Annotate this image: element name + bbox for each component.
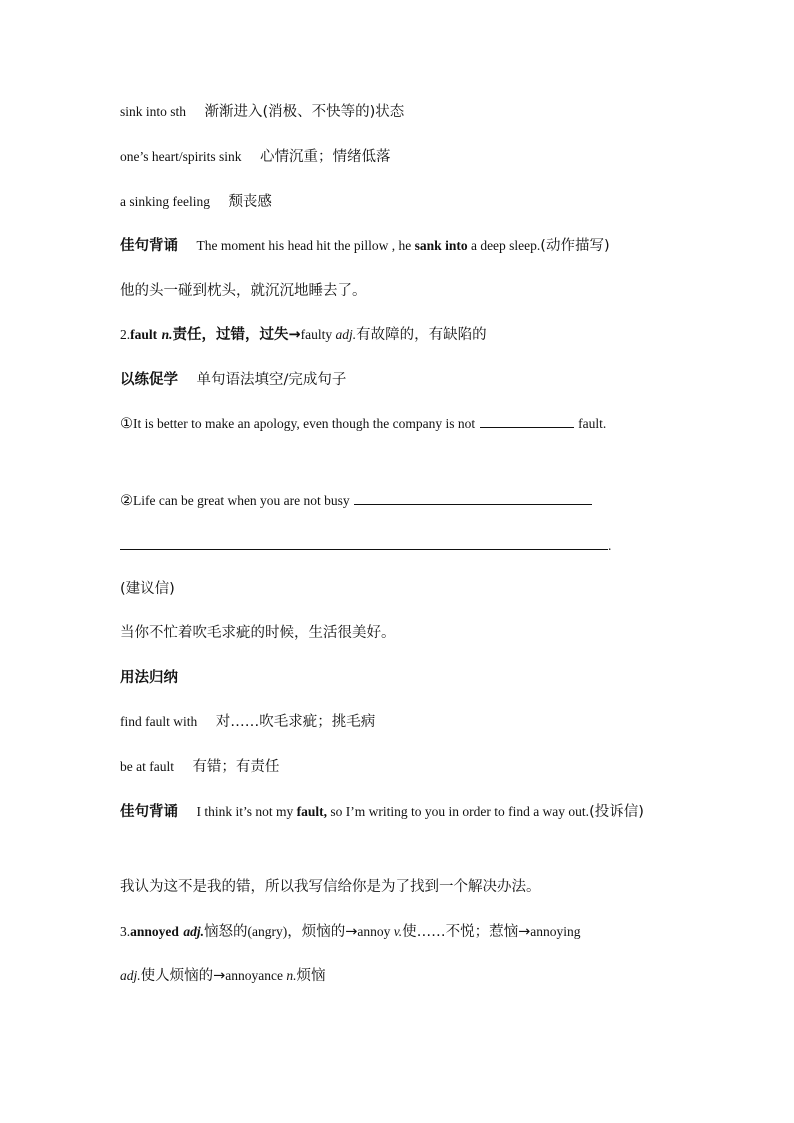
translation-text: 他的头一碰到枕头，就沉沉地睡去了。 bbox=[120, 283, 367, 299]
exercise-text: Life can be great when you are not busy bbox=[133, 493, 350, 508]
phrase-line bbox=[120, 757, 676, 777]
phrase-en: be at fault bbox=[120, 759, 174, 774]
translation-text: 我认为这不是我的错，所以我写信给你是为了找到一个解决办法。 bbox=[120, 879, 541, 895]
section-label: 以练促学 bbox=[120, 372, 178, 388]
translation-text: 当你不忙着吹毛求疵的时候，生活很美好。 bbox=[120, 625, 396, 641]
derived-word: faulty bbox=[300, 327, 336, 342]
usage-heading bbox=[120, 668, 676, 688]
part-of-speech: adj. bbox=[335, 327, 357, 342]
part-of-speech: adj. bbox=[183, 924, 204, 939]
part-of-speech: n. bbox=[161, 327, 173, 342]
phrase-en: one’s heart/spirits sink bbox=[120, 149, 242, 164]
phrase-en: sink into sth bbox=[120, 104, 187, 119]
note-line bbox=[120, 579, 676, 599]
definition: 责任，过错，过失→ bbox=[172, 327, 301, 343]
exercise-item bbox=[120, 409, 676, 439]
phrase-line bbox=[120, 192, 676, 212]
part-of-speech: adj. bbox=[120, 968, 141, 983]
definition: 使……不悦；惹恼→ bbox=[402, 924, 531, 940]
note-text: (建议信) bbox=[120, 581, 175, 597]
vocab-continuation bbox=[120, 966, 676, 986]
exercise-item bbox=[120, 490, 676, 511]
vocab-heading bbox=[120, 922, 676, 942]
phrase-line bbox=[120, 102, 676, 122]
example-sentence bbox=[120, 797, 676, 827]
phrase-zh: 心情沉重；情绪低落 bbox=[259, 149, 391, 165]
sentence-part: The moment his head hit the pillow , he bbox=[196, 238, 415, 253]
headword: annoyed bbox=[130, 924, 179, 939]
definition: 使人烦恼的→ bbox=[140, 968, 226, 984]
exercise-instructions: 单句语法填空/完成句子 bbox=[196, 372, 347, 388]
phrase-zh: 对……吹毛求疵；挑毛病 bbox=[215, 714, 376, 730]
definition: 烦恼 bbox=[296, 968, 326, 984]
phrase-line bbox=[120, 712, 676, 732]
separator: ， bbox=[287, 924, 302, 940]
definition: 烦恼的→ bbox=[301, 924, 358, 940]
section-label: 用法归纳 bbox=[120, 670, 178, 686]
item-number: ① bbox=[120, 416, 133, 432]
sentence-tag: (投诉信) bbox=[589, 804, 644, 820]
derived-word: annoyance bbox=[225, 968, 287, 983]
part-of-speech: n. bbox=[286, 968, 297, 983]
sentence-highlight: fault, bbox=[296, 804, 327, 819]
part-of-speech: v. bbox=[393, 924, 403, 939]
example-sentence bbox=[120, 236, 676, 256]
definition: 恼怒的 bbox=[204, 924, 248, 940]
item-number: ② bbox=[120, 493, 133, 509]
sentence-tag: (动作描写) bbox=[540, 238, 610, 254]
derived-word: annoying bbox=[530, 924, 581, 939]
sentence-part: I think it’s not my bbox=[196, 804, 297, 819]
sentence-highlight: sank into bbox=[414, 238, 468, 253]
translation-line bbox=[120, 623, 676, 643]
phrase-en: find fault with bbox=[120, 714, 198, 729]
translation-line bbox=[120, 281, 676, 301]
item-number: 2. bbox=[120, 327, 131, 342]
sentence-part: a deep sleep. bbox=[467, 238, 541, 253]
derived-word: annoy bbox=[357, 924, 394, 939]
definition: 有故障的，有缺陷的 bbox=[356, 327, 487, 343]
section-label: 佳句背诵 bbox=[120, 804, 178, 820]
answer-blank[interactable] bbox=[480, 413, 574, 428]
vocab-heading bbox=[120, 325, 676, 345]
answer-line bbox=[120, 535, 676, 556]
exercise-heading bbox=[120, 370, 676, 390]
exercise-text: It is better to make an apology, even though the company is not bbox=[133, 416, 476, 431]
item-number: 3. bbox=[120, 924, 131, 939]
sentence-part: so I’m writing to you in order to find a way out. bbox=[326, 804, 590, 819]
sentence-end: . bbox=[608, 538, 612, 553]
exercise-text: fault. bbox=[578, 416, 607, 431]
synonym: (angry) bbox=[247, 924, 288, 939]
phrase-zh: 颓丧感 bbox=[228, 194, 272, 210]
phrase-en: a sinking feeling bbox=[120, 194, 210, 209]
phrase-zh: 有错；有责任 bbox=[192, 759, 280, 775]
answer-blank[interactable] bbox=[120, 535, 608, 550]
translation-line bbox=[120, 877, 676, 897]
phrase-zh: 渐渐进入(消极、不快等的)状态 bbox=[204, 104, 405, 120]
section-label: 佳句背诵 bbox=[120, 238, 178, 254]
headword: fault bbox=[130, 327, 158, 342]
phrase-line bbox=[120, 147, 676, 167]
answer-blank[interactable] bbox=[354, 490, 592, 505]
